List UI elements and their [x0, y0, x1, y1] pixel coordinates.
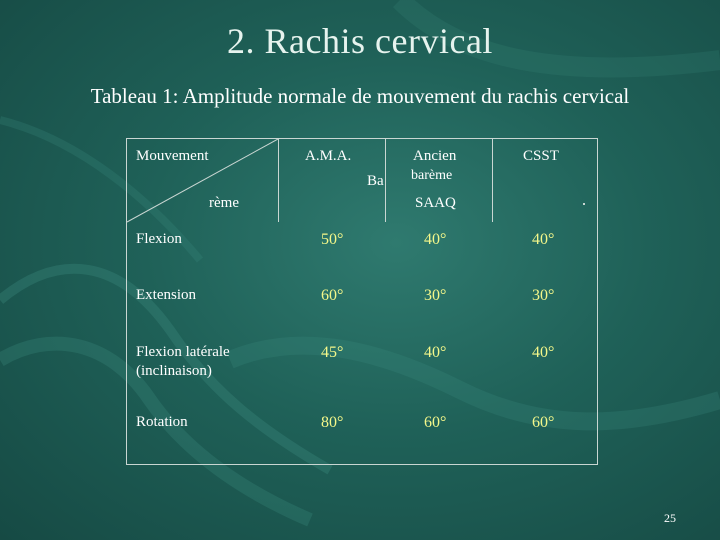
row-flexion-laterale-saaq: 40°: [424, 344, 447, 361]
row-flexion-saaq: 40°: [424, 231, 447, 248]
header-ama-overflow: Ba: [367, 173, 384, 189]
row-extension-saaq: 30°: [424, 287, 447, 304]
row-label-rotation: Rotation: [136, 414, 188, 430]
row-label-inclinaison: (inclinaison): [136, 363, 212, 379]
row-rotation-saaq: 60°: [424, 414, 447, 431]
header-bareme: barème: [411, 168, 453, 183]
header-csst: CSST: [523, 148, 559, 164]
row-rotation-ama: 80°: [321, 414, 344, 431]
amplitude-table: [126, 138, 598, 465]
page-number: 25: [664, 511, 676, 525]
row-rotation-csst: 60°: [532, 414, 555, 431]
header-divider-2: [385, 139, 386, 222]
row-label-flexion: Flexion: [136, 231, 182, 247]
row-label-extension: Extension: [136, 287, 196, 303]
header-ancien: Ancien: [413, 148, 457, 164]
row-flexion-csst: 40°: [532, 231, 555, 248]
row-extension-csst: 30°: [532, 287, 555, 304]
row-label-flexion-laterale: Flexion latérale: [136, 344, 230, 360]
header-ama: A.M.A.: [305, 148, 352, 164]
stray-dot: [583, 203, 585, 205]
header-divider-3: [492, 139, 493, 222]
header-mouvement: Mouvement: [136, 148, 209, 164]
header-divider-1: [278, 139, 279, 222]
row-flexion-laterale-csst: 40°: [532, 344, 555, 361]
slide-title: 2. Rachis cervical: [227, 21, 493, 61]
row-extension-ama: 60°: [321, 287, 344, 304]
row-flexion-ama: 50°: [321, 231, 344, 248]
row-flexion-laterale-ama: 45°: [321, 344, 344, 361]
header-mouvement-overflow: rème: [209, 195, 239, 211]
header-saaq: SAAQ: [415, 195, 456, 211]
slide-subtitle: Tableau 1: Amplitude normale de mouvement du rachis cervical: [90, 84, 630, 108]
